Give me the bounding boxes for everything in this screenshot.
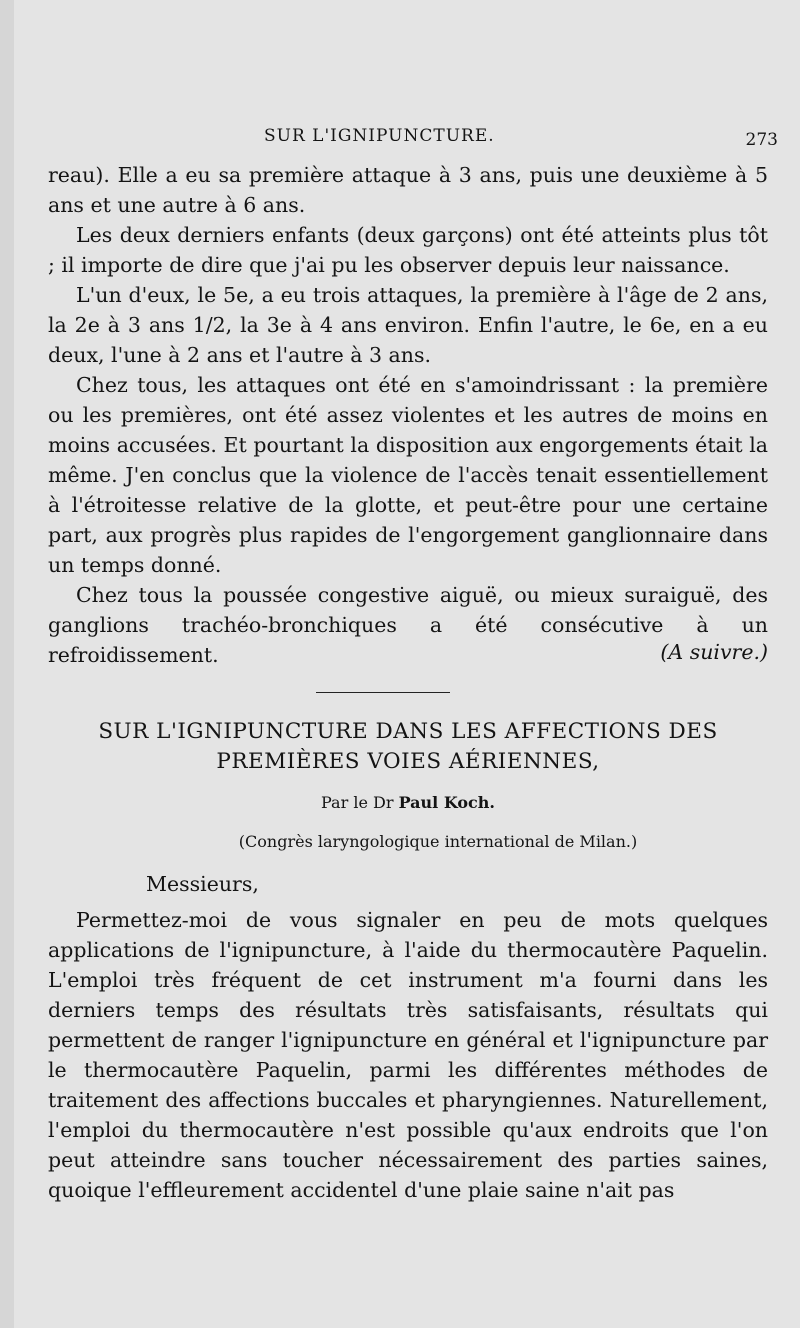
running-title: SUR L'IGNIPUNCTURE.: [264, 126, 495, 146]
paragraph-4: Chez tous, les attaques ont été en s'amoindrissant : la première ou les premières, ont été assez violentes et les autres de moins en moins accusées. Et pourtant la disposition aux engorgements était la même. J'en conclus que la violence de l'accès tenait essentiellement à l'étroitesse relative de la glotte, et peut-être pour une certaine part, aux progrès plus rapides de l'engorgement ganglionnaire dans un temps donné.: [48, 373, 768, 577]
article-paragraph-1: Permettez-moi de vous signaler en peu de mots quelques applications de l'ignipuncture, à l'aide du thermocautère Paquelin. L'emploi très fréquent de cet instrument m'a fourni dans les derniers temps des résultats très satisfaisants, résultats qui permettent de ranger l'ignipuncture en général et l'ignipuncture par le thermocautère Paquelin, parmi les différentes méthodes de traitement des affections buccales et pharyngiennes. Naturellement, l'emploi du thermocautère n'est possible qu'aux endroits que l'on peut atteindre sans toucher nécessairement des parties saines, quoique l'effleurement accidentel d'une plaie saine n'ait pas: [48, 908, 768, 1202]
byline: [48, 793, 768, 812]
byline-prefix: Par le Dr: [321, 793, 394, 812]
congress-note: (Congrès laryngologique international de Milan.): [238, 832, 638, 851]
page-header: [14, 118, 800, 158]
article-title-line-1: SUR L'IGNIPUNCTURE DANS LES AFFECTIONS DES: [98, 719, 718, 744]
salutation: Messieurs,: [146, 872, 259, 896]
page-number: 273: [745, 130, 778, 150]
to-be-continued: (A suivre.): [660, 640, 768, 664]
paragraph-5: Chez tous la poussée congestive aiguë, ou mieux suraiguë, des ganglions trachéo-bronchiques a été consécutive à un refroidissement.: [48, 583, 768, 667]
book-page: [14, 0, 800, 1328]
author-name: Paul Koch.: [398, 793, 495, 812]
paragraph-2: Les deux derniers enfants (deux garçons) ont été atteints plus tôt ; il importe de dire que j'ai pu les observer depuis leur naissance.: [48, 223, 768, 277]
section-divider: [316, 692, 450, 693]
paragraph-1: reau). Elle a eu sa première attaque à 3 ans, puis une deuxième à 5 ans et une autre à 6 ans.: [48, 163, 768, 217]
page-body: [48, 160, 768, 1205]
article-title-line-2: PREMIÈRES VOIES AÉRIENNES,: [216, 749, 600, 774]
paragraph-3: L'un d'eux, le 5e, a eu trois attaques, la première à l'âge de 2 ans, la 2e à 3 ans 1/2, la 3e à 4 ans environ. Enfin l'autre, le 6e, en a eu deux, l'une à 2 ans et l'autre à 3 ans.: [48, 283, 768, 367]
article-title: [48, 717, 768, 777]
